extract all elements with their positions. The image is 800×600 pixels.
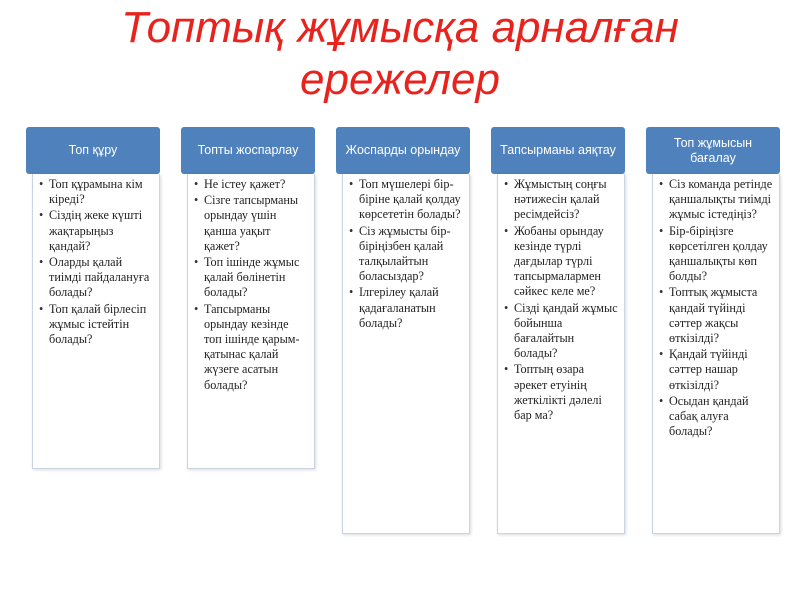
list-item: • Оларды қалай тиімді пайдалануға болады? [39,255,153,301]
list-item: • Сіз команда ретінде қаншалықты тиімді жұмыс істедіңіз? [659,177,773,223]
column-header: Топ құру [26,127,160,174]
list-item: • Сізді қандай жұмыс бойынша бағалайтын болады? [504,301,618,362]
slide-title-line-1: Топтық жұмысқа арналған [121,3,679,52]
bullet-list [504,177,618,423]
slide-title [0,2,800,106]
slide-title-line-2: ережелер [300,55,500,104]
list-item: • Топ қалай бірлесіп жұмыс істейтін болады? [39,302,153,348]
column-body [497,174,625,534]
list-item: • Жобаны орындау кезінде түрлі дағдылар түрлі тапсырмалармен сәйкес келе ме? [504,224,618,300]
bullet-list [349,177,463,331]
column-body [187,174,315,469]
column-header: Тапсырманы аяқтау [491,127,625,174]
bullet-list [659,177,773,439]
bullet-list [39,177,153,347]
column-header: Топты жоспарлау [181,127,315,174]
column-header: Топ жұмысын бағалау [646,127,780,174]
list-item: • Сіз жұмысты бір-біріңізбен қалай талқылайтын боласыздар? [349,224,463,285]
column-body [652,174,780,534]
list-item: • Ілгерілеу қалай қадағаланатын болады? [349,285,463,331]
list-item: • Топ мүшелері бір-біріне қалай қолдау көрсететін болады? [349,177,463,223]
list-item: • Не істеу қажет? [194,177,308,192]
list-item: • Топтық жұмыста қандай түйінді сәттер жақсы өткізілді? [659,285,773,346]
list-item: • Қандай түйінді сәттер нашар өткізілді? [659,347,773,393]
column-header: Жоспарды орындау [336,127,470,174]
list-item: • Топ ішінде жұмыс қалай бөлінетін болады? [194,255,308,301]
list-item: • Сіздің жеке күшті жақтарыңыз қандай? [39,208,153,254]
list-item: • Топ құрамына кім кіреді? [39,177,153,207]
process-columns [26,127,782,537]
list-item: • Топтың өзара әрекет етуінің жеткілікті дәлелі бар ма? [504,362,618,423]
column-plan-execution [336,127,470,537]
column-group-evaluation [646,127,780,537]
list-item: • Бір-біріңізге көрсетілген қолдау қаншалықты көп болды? [659,224,773,285]
bullet-list [194,177,308,393]
list-item: • Тапсырманы орындау кезінде топ ішінде қарым-қатынас қалай жүзеге асатын болады? [194,302,308,393]
column-group-planning [181,127,315,537]
list-item: • Жұмыстың соңғы нәтижесін қалай ресімдейсіз? [504,177,618,223]
list-item: • Сізге тапсырманы орындау үшін қанша уақыт қажет? [194,193,308,254]
list-item: • Осыдан қандай сабақ алуға болады? [659,394,773,440]
column-group-formation [26,127,160,537]
column-body [32,174,160,469]
column-body [342,174,470,534]
column-task-completion [491,127,625,537]
